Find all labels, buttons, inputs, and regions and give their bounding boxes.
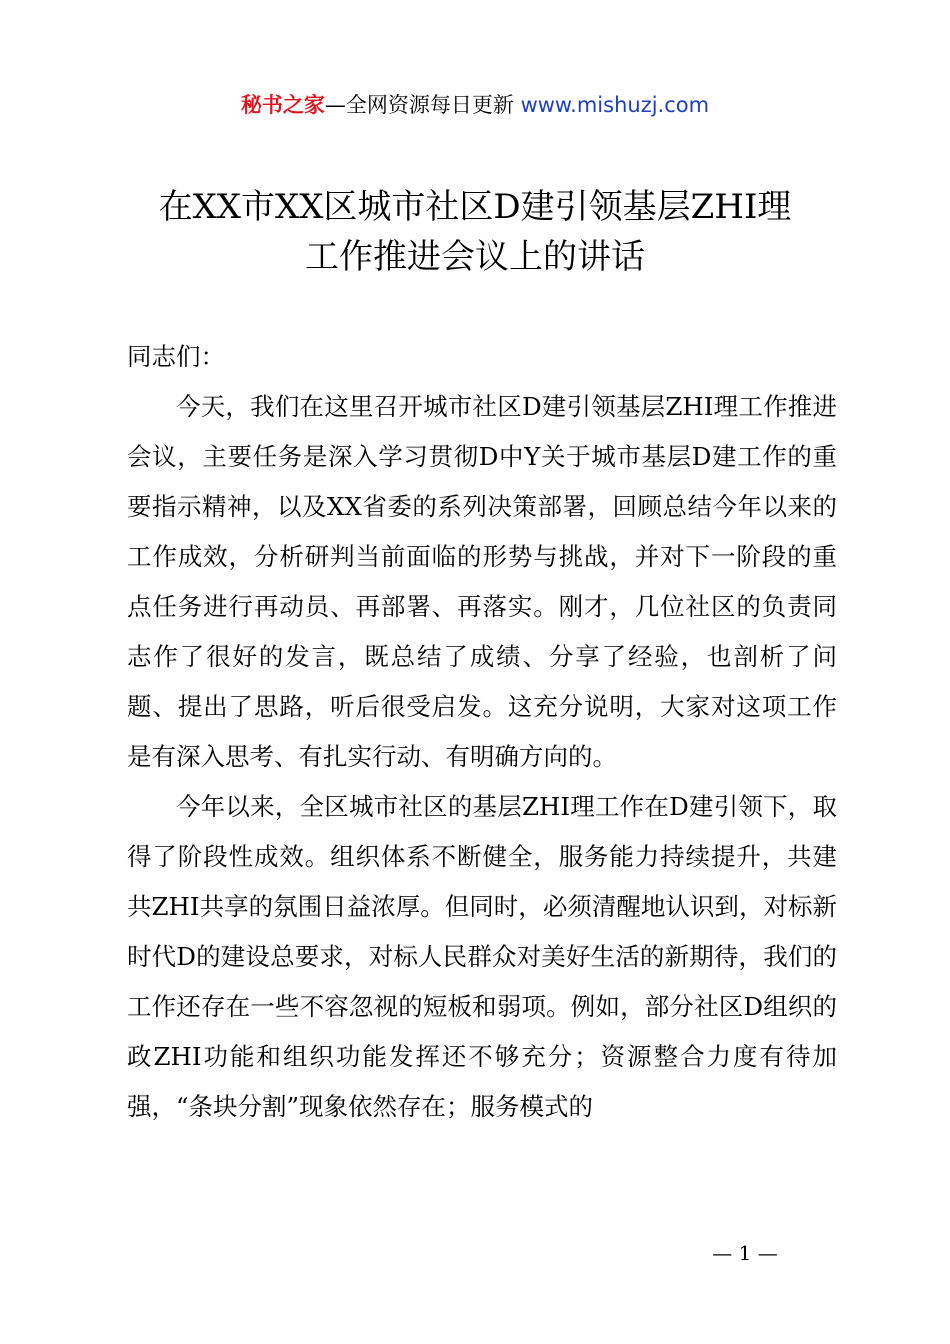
site-slogan: —全网资源每日更新 xyxy=(324,93,521,117)
brand-name: 秘书之家 xyxy=(240,93,325,117)
title-line-2: 工作推进会议上的讲话 xyxy=(305,237,645,277)
site-header xyxy=(0,88,950,122)
salutation: 同志们： xyxy=(127,342,225,371)
site-url-link[interactable]: www.mishuzj.com xyxy=(520,93,710,117)
document-body xyxy=(127,332,837,1132)
paragraph-2: 今年以来，全区城市社区的基层ZHI理工作在D建引领下，取得了阶段性成效。组织体系不断健全，服务能力持续提升，共建共ZHI共享的氛围日益浓厚。但同时，必须清醒地认识到，对标新时代D的建设总要求，对标人民群众对美好生活的新期待，我们的工作还存在一些不容忽视的短板和弱项。例如，部分社区D组织的政ZHI功能和组织功能发挥还不够充分；资源整合力度有待加强，“条块分割”现象依然存在；服务模式的 xyxy=(127,792,837,1121)
paragraph-1: 今天，我们在这里召开城市社区D建引领基层ZHI理工作推进会议，主要任务是深入学习贯彻D中Y关于城市基层D建工作的重要指示精神，以及XX省委的系列决策部署，回顾总结今年以来的工作成效，分析研判当前面临的形势与挑战，并对下一阶段的重点任务进行再动员、再部署、再落实。刚才，几位社区的负责同志作了很好的发言，既总结了成绩、分享了经验，也剖析了问题、提出了思路，听后很受启发。这充分说明，大家对这项工作是有深入思考、有扎实行动、有明确方向的。 xyxy=(127,392,837,771)
document-title xyxy=(100,182,850,282)
page-number: — 1 — xyxy=(712,1241,778,1265)
title-line-1: 在XX市XX区城市社区D建引领基层ZHI理 xyxy=(158,187,792,227)
